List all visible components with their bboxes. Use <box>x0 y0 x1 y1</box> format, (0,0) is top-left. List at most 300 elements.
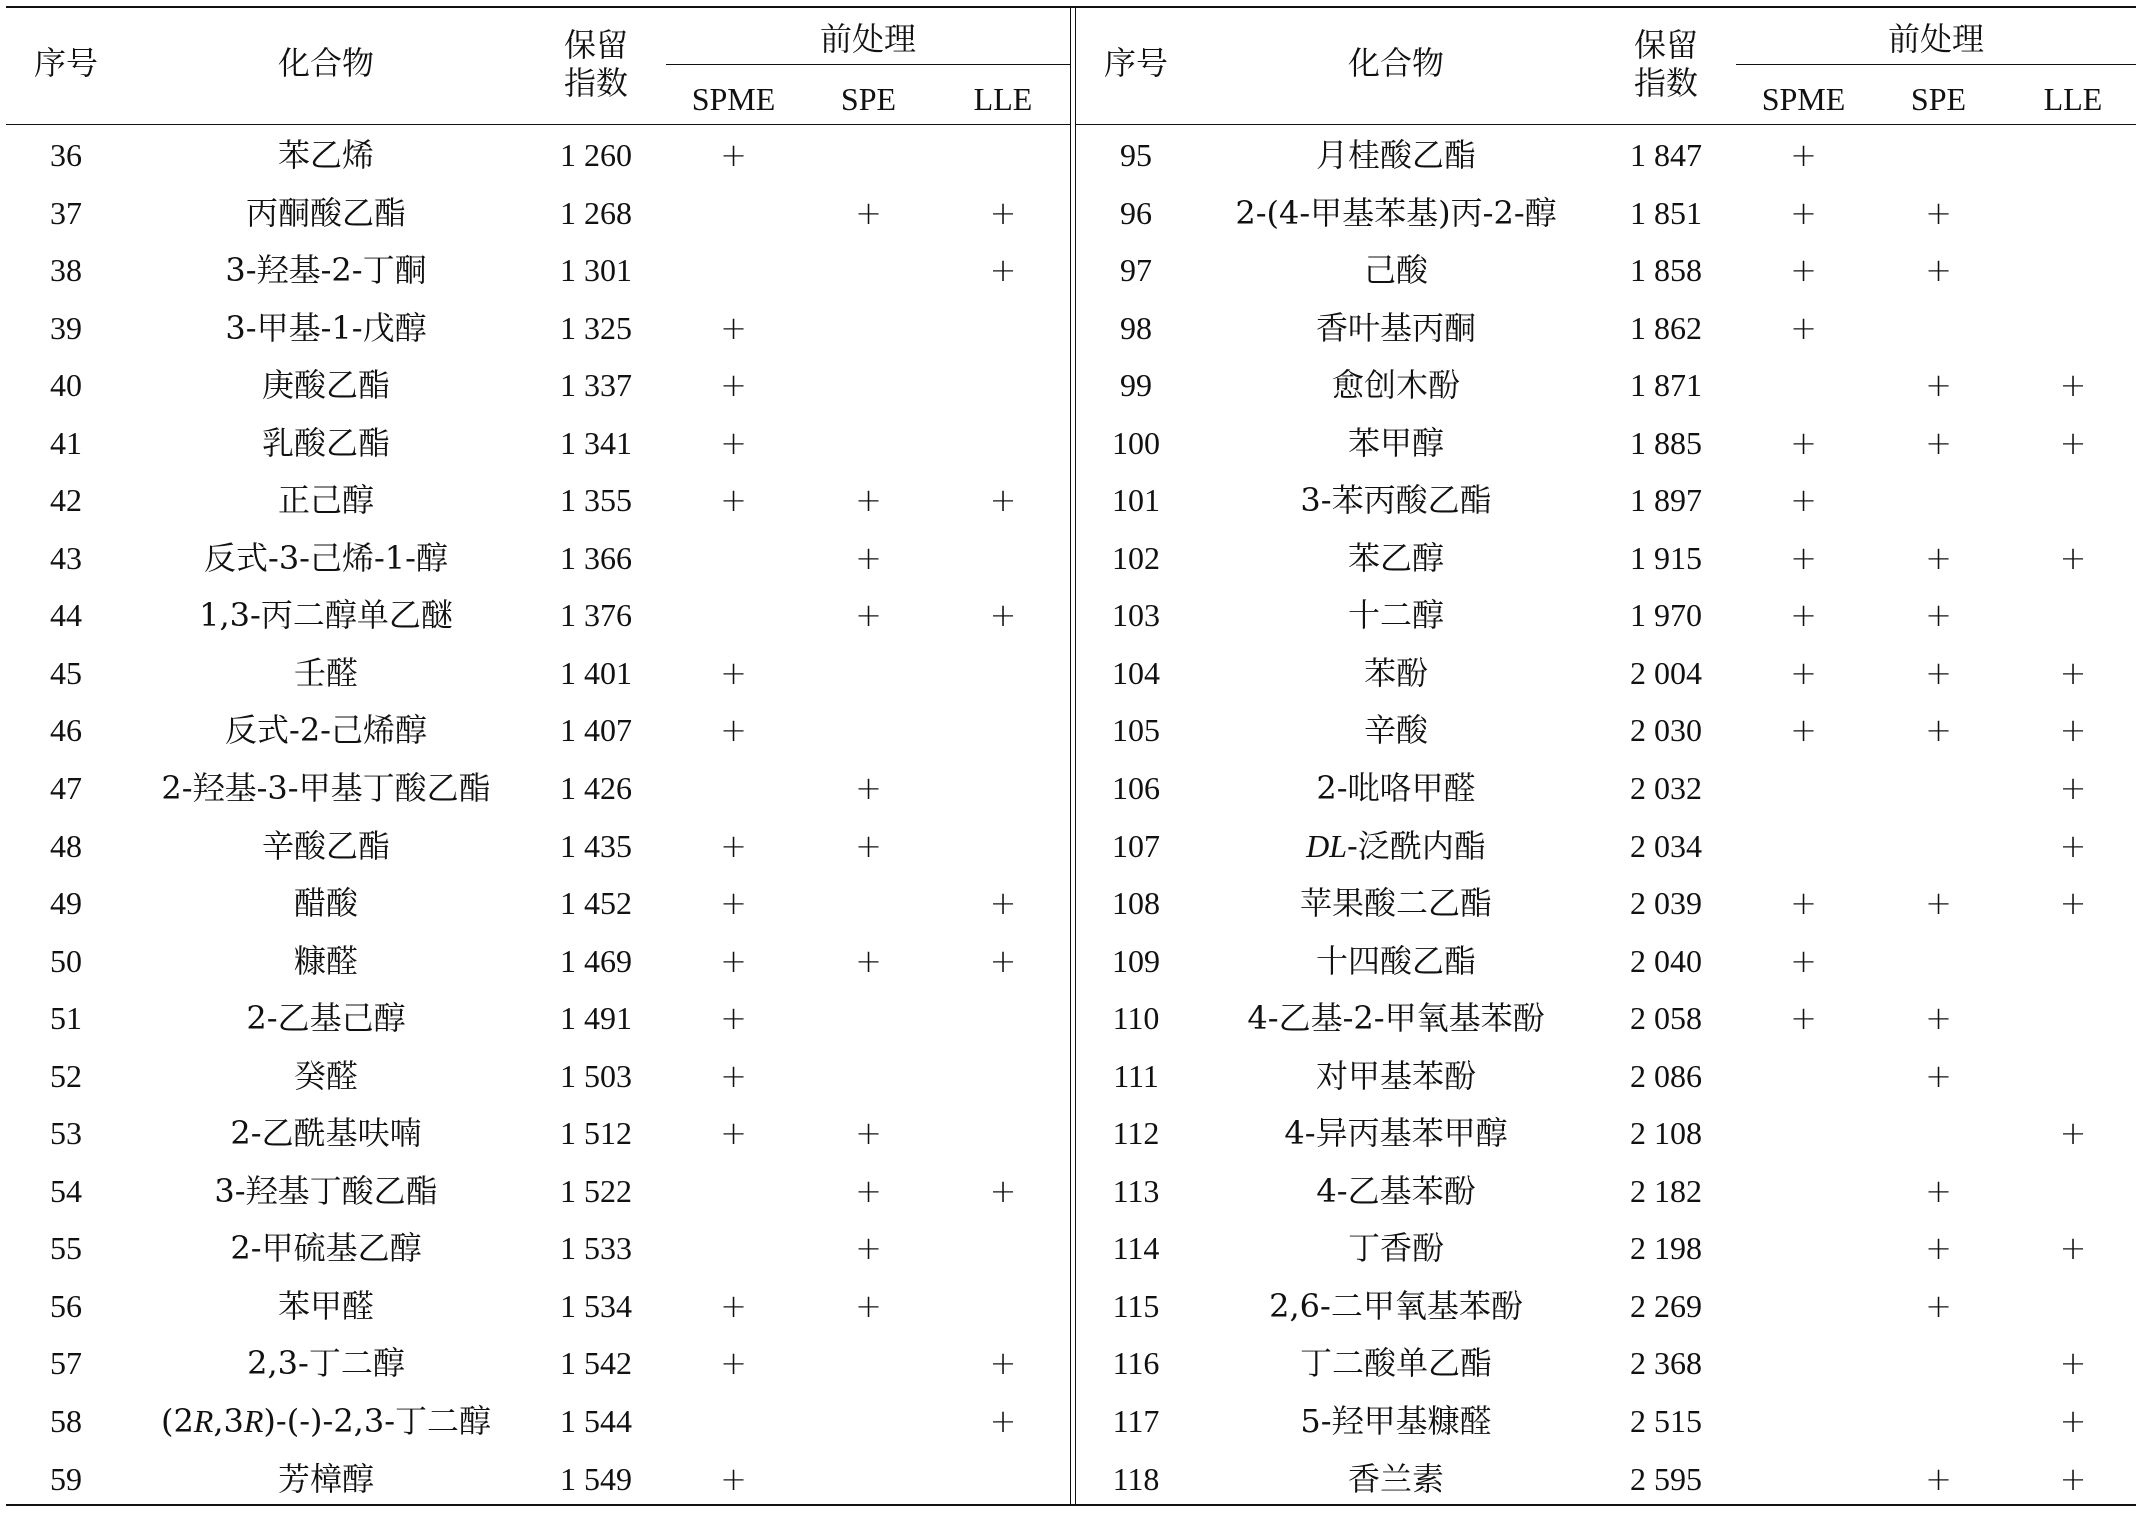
table-row <box>6 1393 1070 1451</box>
compound-name: 2,3-丁二醇 <box>247 1344 405 1383</box>
row-number: 37 <box>50 194 82 231</box>
compound-name: 3-苯丙酸乙酯 <box>1300 481 1492 520</box>
row-number: 50 <box>50 942 82 979</box>
compound-name: 丁香酚 <box>1347 1229 1444 1268</box>
header-pretreatment: 前处理 <box>1887 20 1984 58</box>
table-row <box>1076 1105 2136 1163</box>
compound-name: 月桂酸乙酯 <box>1315 136 1476 174</box>
lle-mark <box>2006 587 2140 645</box>
spme-mark <box>1736 760 1871 818</box>
retention-index: 1 549 <box>560 1460 632 1497</box>
table-row <box>1076 1163 2136 1221</box>
retention-index: 1 544 <box>560 1403 632 1440</box>
lle-mark: + <box>2059 1344 2087 1383</box>
lle-mark <box>936 1105 1070 1163</box>
lle-mark <box>936 818 1070 876</box>
spme-mark <box>1736 1451 1871 1509</box>
spe-mark: + <box>1925 1286 1952 1325</box>
compound-name: 己酸 <box>1363 251 1428 290</box>
spe-mark <box>1871 1105 2006 1163</box>
lle-mark <box>936 1048 1070 1106</box>
spme-mark: + <box>720 999 747 1038</box>
row-number: 106 <box>1112 770 1160 807</box>
table-row <box>1076 1393 2136 1451</box>
header-ri-line2: 指数 <box>563 64 628 102</box>
row-number: 108 <box>1112 885 1160 922</box>
row-number: 42 <box>50 482 82 519</box>
spme-mark: + <box>720 1114 747 1153</box>
lle-mark <box>2006 472 2140 530</box>
lle-mark <box>936 127 1070 185</box>
table-row <box>1076 415 2136 473</box>
spe-mark <box>1871 818 2006 876</box>
header-spme: SPME <box>1761 81 1846 117</box>
spe-mark <box>801 415 936 473</box>
lle-mark: + <box>2059 653 2087 692</box>
spme-mark <box>666 242 801 300</box>
lle-mark <box>936 702 1070 760</box>
spme-mark <box>1736 1048 1871 1106</box>
compound-name: 十四酸乙酯 <box>1315 941 1476 980</box>
table-row <box>1076 127 2136 185</box>
spe-mark: + <box>855 1171 882 1210</box>
table-row <box>1076 1451 2136 1509</box>
spe-mark <box>801 242 936 300</box>
table-left-half <box>6 6 1070 1506</box>
table-right-half <box>1076 6 2136 1506</box>
spme-mark <box>1736 357 1871 415</box>
compound-name: 4-乙基苯酚 <box>1316 1171 1476 1210</box>
spe-mark: + <box>1925 884 1952 923</box>
compound-name: 丙酮酸乙酯 <box>245 193 406 232</box>
spe-mark <box>801 1393 936 1451</box>
lle-mark <box>936 760 1070 818</box>
table-row <box>1076 1335 2136 1393</box>
lle-mark: + <box>989 1344 1017 1383</box>
retention-index: 1 847 <box>1630 137 1702 173</box>
spme-mark: + <box>720 423 747 462</box>
spme-mark: + <box>1790 308 1817 347</box>
header-pretreatment: 前处理 <box>819 20 916 58</box>
compound-name: 5-羟甲基糠醛 <box>1300 1402 1492 1441</box>
table-row <box>6 127 1070 185</box>
header-no: 序号 <box>33 44 98 82</box>
spe-mark: + <box>1925 1056 1952 1095</box>
header-spe: SPE <box>840 81 897 117</box>
spe-mark: + <box>1925 1171 1952 1210</box>
row-number: 56 <box>50 1287 82 1324</box>
table-row <box>6 300 1070 358</box>
spe-mark: + <box>1925 711 1952 750</box>
retention-index: 1 851 <box>1630 194 1702 231</box>
table-header <box>1076 6 2136 126</box>
compound-name: 癸醛 <box>293 1056 358 1095</box>
compound-name: 十二醇 <box>1347 596 1444 635</box>
compound-name: 3-甲基-1-戊醇 <box>225 308 427 347</box>
spe-mark: + <box>855 1114 882 1153</box>
row-number: 102 <box>1112 539 1160 576</box>
lle-mark <box>936 415 1070 473</box>
retention-index: 1 435 <box>560 827 632 864</box>
header-ri-line1: 保留 <box>1633 26 1698 64</box>
spe-mark: + <box>1925 251 1952 290</box>
header-spe: SPE <box>1910 81 1967 117</box>
spme-mark <box>666 1220 801 1278</box>
row-number: 41 <box>50 424 82 461</box>
retention-index: 1 355 <box>560 482 632 519</box>
spe-mark: + <box>1925 366 1952 405</box>
compound-name: 2-羟基-3-甲基丁酸乙酯 <box>161 769 491 808</box>
spe-mark <box>801 300 936 358</box>
retention-index: 2 030 <box>1630 712 1702 749</box>
row-number: 115 <box>1112 1287 1160 1324</box>
row-number: 40 <box>50 367 82 404</box>
header-ri-line1: 保留 <box>563 26 628 64</box>
lle-mark <box>936 530 1070 588</box>
table-body-left <box>6 127 1070 1508</box>
lle-mark <box>936 357 1070 415</box>
retention-index: 1 858 <box>1630 252 1702 289</box>
retention-index: 1 407 <box>560 712 632 749</box>
row-number: 54 <box>50 1172 82 1209</box>
spme-mark: + <box>1790 711 1817 750</box>
row-number: 118 <box>1112 1460 1160 1497</box>
row-number: 51 <box>50 1000 82 1037</box>
table-row <box>6 760 1070 818</box>
spe-mark: + <box>855 941 882 980</box>
retention-index: 1 469 <box>560 942 632 979</box>
table-row <box>1076 875 2136 933</box>
retention-index: 1 452 <box>560 885 632 922</box>
lle-mark: + <box>989 1402 1017 1441</box>
retention-index: 2 515 <box>1630 1403 1702 1440</box>
retention-index: 1 542 <box>560 1345 632 1382</box>
table-row <box>6 242 1070 300</box>
spme-mark: + <box>720 1056 747 1095</box>
spe-mark: + <box>855 769 882 808</box>
compound-name: 2-乙基己醇 <box>246 999 406 1038</box>
lle-mark: + <box>2059 538 2087 577</box>
row-number: 103 <box>1112 597 1160 634</box>
compound-name: 香叶基丙酮 <box>1315 308 1476 347</box>
spe-mark: + <box>855 596 882 635</box>
table-body-right <box>1076 127 2136 1508</box>
table-row <box>6 875 1070 933</box>
table-row <box>1076 933 2136 991</box>
lle-mark: + <box>2059 826 2087 865</box>
table-row <box>1076 818 2136 876</box>
spe-mark <box>801 357 936 415</box>
row-number: 49 <box>50 885 82 922</box>
lle-mark: + <box>2059 1459 2087 1498</box>
retention-index: 1 376 <box>560 597 632 634</box>
compound-name: DL-泛酰内酯 <box>1306 826 1486 865</box>
row-number: 44 <box>50 597 82 634</box>
spme-mark: + <box>1790 653 1817 692</box>
compound-name: 辛酸乙酯 <box>261 826 390 865</box>
lle-mark: + <box>2059 1229 2087 1268</box>
spme-mark <box>1736 1220 1871 1278</box>
spme-mark <box>1736 1393 1871 1451</box>
spme-mark: + <box>1790 251 1817 290</box>
spme-mark: + <box>1790 481 1817 520</box>
table-row <box>1076 185 2136 243</box>
row-number: 109 <box>1112 942 1160 979</box>
row-number: 47 <box>50 770 82 807</box>
table-row <box>1076 760 2136 818</box>
retention-index: 2 595 <box>1630 1460 1702 1497</box>
retention-index: 1 260 <box>560 137 632 173</box>
spe-mark: + <box>1925 1459 1952 1498</box>
table-row <box>1076 1048 2136 1106</box>
retention-index: 1 491 <box>560 1000 632 1037</box>
spme-mark <box>666 530 801 588</box>
lle-mark: + <box>2059 884 2087 923</box>
table-row <box>6 1451 1070 1509</box>
header-pretreatment-rule <box>666 64 1070 65</box>
header-spme: SPME <box>691 81 776 117</box>
spe-mark: + <box>1925 193 1952 232</box>
retention-index: 2 058 <box>1630 1000 1702 1037</box>
header-lle: LLE <box>973 81 1033 117</box>
retention-index: 1 301 <box>560 252 632 289</box>
spme-mark: + <box>720 136 747 174</box>
spme-mark: + <box>720 1459 747 1498</box>
spme-mark <box>666 185 801 243</box>
row-number: 59 <box>50 1460 82 1497</box>
lle-mark: + <box>2059 1114 2087 1153</box>
lle-mark <box>2006 1048 2140 1106</box>
compound-name: 1,3-丙二醇单乙醚 <box>199 596 453 635</box>
spme-mark: + <box>720 653 747 692</box>
retention-index: 2 034 <box>1630 827 1702 864</box>
spe-mark <box>1871 760 2006 818</box>
row-number: 99 <box>1120 367 1152 404</box>
retention-index: 1 915 <box>1630 539 1702 576</box>
lle-mark: + <box>2059 366 2087 405</box>
compound-name: 对甲基苯酚 <box>1315 1056 1476 1095</box>
compound-name: 香兰素 <box>1347 1459 1444 1498</box>
header-pretreatment-rule <box>1736 64 2136 65</box>
retention-index: 1 401 <box>560 654 632 691</box>
row-number: 107 <box>1112 827 1160 864</box>
compound-name: 2-吡咯甲醛 <box>1316 769 1476 808</box>
table-row <box>6 818 1070 876</box>
retention-index: 2 269 <box>1630 1287 1702 1324</box>
retention-index: 1 970 <box>1630 597 1702 634</box>
spe-mark <box>801 1335 936 1393</box>
header-bottom-rule <box>6 124 1070 125</box>
spe-mark <box>801 990 936 1048</box>
retention-index: 2 108 <box>1630 1115 1702 1152</box>
compound-name: 反式-2-己烯醇 <box>225 711 427 750</box>
row-number: 114 <box>1112 1230 1160 1267</box>
row-number: 113 <box>1112 1172 1160 1209</box>
row-number: 53 <box>50 1115 82 1152</box>
retention-index: 1 512 <box>560 1115 632 1152</box>
spme-mark <box>1736 1105 1871 1163</box>
lle-mark: + <box>989 941 1017 980</box>
retention-index: 2 182 <box>1630 1172 1702 1209</box>
spme-mark: + <box>720 308 747 347</box>
retention-index: 1 503 <box>560 1057 632 1094</box>
row-number: 111 <box>1113 1057 1159 1094</box>
compound-name: 2-甲硫基乙醇 <box>230 1229 422 1268</box>
row-number: 45 <box>50 654 82 691</box>
table-header <box>6 6 1070 126</box>
spe-mark <box>1871 472 2006 530</box>
lle-mark: + <box>989 884 1017 923</box>
spme-mark <box>666 1163 801 1221</box>
row-number: 43 <box>50 539 82 576</box>
header-lle: LLE <box>2043 81 2103 117</box>
spe-mark <box>801 127 936 185</box>
lle-mark <box>936 990 1070 1048</box>
row-number: 110 <box>1112 1000 1160 1037</box>
row-number: 98 <box>1120 309 1152 346</box>
lle-mark: + <box>989 193 1017 232</box>
lle-mark <box>2006 1163 2140 1221</box>
spe-mark <box>801 1048 936 1106</box>
header-compound: 化合物 <box>1347 44 1444 82</box>
retention-index: 1 534 <box>560 1287 632 1324</box>
retention-index: 2 039 <box>1630 885 1702 922</box>
retention-index: 1 366 <box>560 539 632 576</box>
spe-mark: + <box>1925 999 1952 1038</box>
spme-mark: + <box>1790 999 1817 1038</box>
retention-index: 1 325 <box>560 309 632 346</box>
spe-mark <box>801 875 936 933</box>
table-row <box>1076 530 2136 588</box>
table-row <box>1076 702 2136 760</box>
row-number: 46 <box>50 712 82 749</box>
compound-name: 苯甲醇 <box>1347 423 1444 462</box>
spe-mark: + <box>1925 538 1952 577</box>
lle-mark <box>2006 300 2140 358</box>
spme-mark: + <box>1790 193 1817 232</box>
row-number: 58 <box>50 1403 82 1440</box>
spme-mark <box>666 1393 801 1451</box>
lle-mark <box>936 1220 1070 1278</box>
row-number: 96 <box>1120 194 1152 231</box>
spme-mark: + <box>720 826 747 865</box>
compound-name: 3-羟基-2-丁酮 <box>225 251 427 290</box>
lle-mark: + <box>989 1171 1017 1210</box>
lle-mark: + <box>2059 769 2087 808</box>
compound-name: 苯乙醇 <box>1347 538 1444 577</box>
lle-mark <box>2006 1278 2140 1336</box>
table-row <box>6 1335 1070 1393</box>
compound-name: 2,6-二甲氧基苯酚 <box>1269 1286 1523 1325</box>
table-row <box>6 1220 1070 1278</box>
table-row <box>6 472 1070 530</box>
spe-mark: + <box>1925 1229 1952 1268</box>
spe-mark: + <box>1925 423 1952 462</box>
spme-mark <box>1736 1335 1871 1393</box>
compound-name: (2R,3R)-(-)-2,3-丁二醇 <box>160 1402 492 1441</box>
table-row <box>1076 300 2136 358</box>
spe-mark <box>1871 933 2006 991</box>
lle-mark <box>936 1451 1070 1509</box>
compound-name: 2-乙酰基呋喃 <box>230 1114 422 1153</box>
table-row <box>1076 587 2136 645</box>
header-compound: 化合物 <box>277 44 374 82</box>
lle-mark: + <box>2059 1402 2087 1441</box>
compound-name: 正己醇 <box>277 481 374 520</box>
table-row <box>6 587 1070 645</box>
table-row <box>1076 645 2136 703</box>
lle-mark <box>2006 990 2140 1048</box>
retention-index: 2 032 <box>1630 770 1702 807</box>
row-number: 55 <box>50 1230 82 1267</box>
lle-mark: + <box>989 251 1017 290</box>
table-row <box>6 185 1070 243</box>
spme-mark: + <box>1790 941 1817 980</box>
table-row <box>6 933 1070 991</box>
spe-mark <box>801 645 936 703</box>
retention-index: 2 086 <box>1630 1057 1702 1094</box>
spme-mark <box>1736 818 1871 876</box>
spme-mark: + <box>720 941 747 980</box>
spe-mark: + <box>1925 596 1952 635</box>
row-number: 95 <box>1120 137 1152 173</box>
table-row <box>6 1163 1070 1221</box>
spme-mark <box>1736 1163 1871 1221</box>
spe-mark <box>801 1451 936 1509</box>
spe-mark: + <box>855 1229 882 1268</box>
compound-name: 苯甲醛 <box>277 1286 374 1325</box>
row-number: 52 <box>50 1057 82 1094</box>
row-number: 38 <box>50 252 82 289</box>
table-row <box>1076 1278 2136 1336</box>
spme-mark: + <box>1790 423 1817 462</box>
row-number: 100 <box>1112 424 1160 461</box>
retention-index: 1 871 <box>1630 367 1702 404</box>
table-row <box>6 1105 1070 1163</box>
retention-index: 1 533 <box>560 1230 632 1267</box>
compound-name: 庚酸乙酯 <box>261 366 390 405</box>
row-number: 36 <box>50 137 82 173</box>
table-row <box>6 990 1070 1048</box>
retention-index: 2 198 <box>1630 1230 1702 1267</box>
spe-mark <box>1871 300 2006 358</box>
spe-mark: + <box>855 481 882 520</box>
table-row <box>6 1278 1070 1336</box>
retention-index: 1 885 <box>1630 424 1702 461</box>
spme-mark: + <box>720 481 747 520</box>
table-row <box>1076 357 2136 415</box>
spme-mark: + <box>1790 884 1817 923</box>
compound-name: 2-(4-甲基苯基)丙-2-醇 <box>1235 193 1557 232</box>
retention-index: 1 426 <box>560 770 632 807</box>
table-row <box>1076 990 2136 1048</box>
spe-mark <box>1871 1393 2006 1451</box>
table-row <box>1076 472 2136 530</box>
lle-mark <box>2006 185 2140 243</box>
retention-index: 1 337 <box>560 367 632 404</box>
row-number: 117 <box>1112 1403 1160 1440</box>
spme-mark: + <box>720 711 747 750</box>
row-number: 116 <box>1112 1345 1160 1382</box>
lle-mark: + <box>2059 711 2087 750</box>
spe-mark: + <box>855 1286 882 1325</box>
compound-name: 壬醛 <box>293 653 358 692</box>
retention-index: 1 341 <box>560 424 632 461</box>
retention-index: 1 268 <box>560 194 632 231</box>
spe-mark <box>1871 127 2006 185</box>
retention-index: 2 040 <box>1630 942 1702 979</box>
compound-name: 4-异丙基苯甲醇 <box>1284 1114 1508 1153</box>
